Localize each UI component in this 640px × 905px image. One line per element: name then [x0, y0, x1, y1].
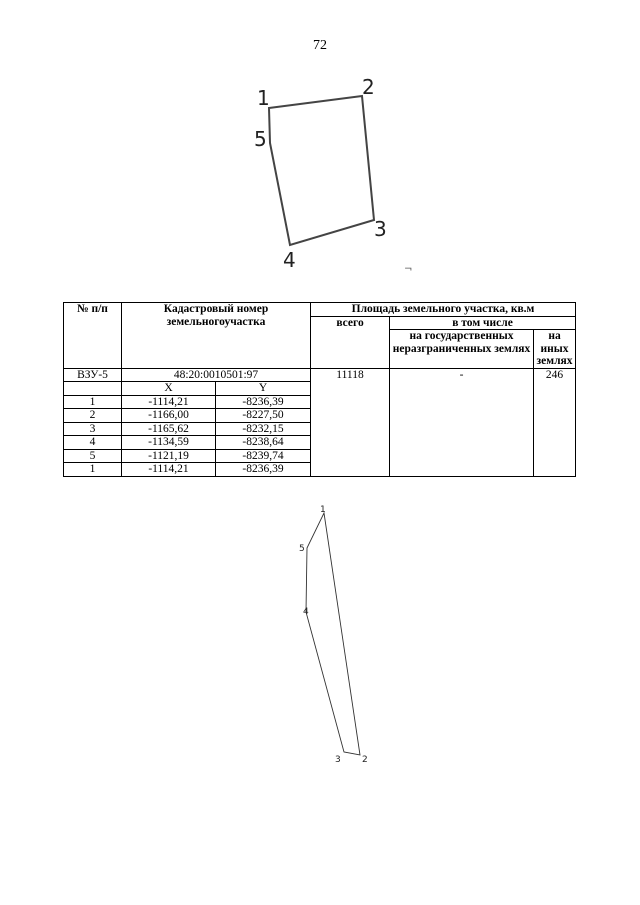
header-cadastral: Кадастровый номер земельногоучастка — [122, 303, 311, 369]
header-area: Площадь земельного участка, кв.м — [311, 303, 576, 317]
point-y: -8232,15 — [216, 422, 311, 436]
point-x: -1121,19 — [122, 449, 216, 463]
page-number: 72 — [313, 38, 327, 53]
bottom-label-3: 3 — [335, 755, 341, 765]
col-y-header: Y — [216, 382, 311, 396]
header-total: всего — [311, 316, 390, 368]
point-y: -8227,50 — [216, 409, 311, 423]
point-number: 1 — [64, 463, 122, 477]
top-parcel-plot — [0, 0, 640, 300]
point-x: -1114,21 — [122, 395, 216, 409]
point-x: -1166,00 — [122, 409, 216, 423]
cadastral-table — [63, 302, 576, 477]
point-y: -8236,39 — [216, 395, 311, 409]
bottom-label-4: 4 — [303, 607, 309, 617]
header-number: № п/п — [64, 303, 122, 369]
top-label-3: 3 — [374, 217, 387, 241]
point-number: 3 — [64, 422, 122, 436]
bottom-label-1: 1 — [320, 505, 326, 515]
point-number: 5 — [64, 449, 122, 463]
header-state-lands: на государственных неразграниченных землях — [390, 330, 534, 369]
header-other-lands: на иных землях — [534, 330, 576, 369]
point-y: -8238,64 — [216, 436, 311, 450]
top-label-1: 1 — [257, 86, 270, 110]
table-row — [64, 382, 576, 396]
area-other: 246 — [534, 368, 576, 382]
corner-mark: ¬ — [404, 264, 413, 275]
header-including: в том числе — [390, 316, 576, 330]
cadastral-number: 48:20:0010501:97 — [122, 368, 311, 382]
bottom-label-2: 2 — [362, 755, 368, 765]
point-y: -8236,39 — [216, 463, 311, 477]
top-label-2: 2 — [362, 75, 375, 99]
top-parcel-outline — [269, 96, 374, 245]
point-number: 2 — [64, 409, 122, 423]
point-x: -1134,59 — [122, 436, 216, 450]
area-total: 11118 — [311, 368, 390, 382]
point-number: 1 — [64, 395, 122, 409]
point-x: -1165,62 — [122, 422, 216, 436]
row-id: ВЗУ-5 — [64, 368, 122, 382]
point-number: 4 — [64, 436, 122, 450]
area-state: - — [390, 368, 534, 382]
table-row — [64, 368, 576, 382]
point-x: -1114,21 — [122, 463, 216, 477]
bottom-parcel-outline — [306, 513, 360, 755]
point-y: -8239,74 — [216, 449, 311, 463]
col-x-header: X — [122, 382, 216, 396]
top-label-5: 5 — [254, 127, 267, 151]
bottom-label-5: 5 — [299, 544, 305, 554]
top-label-4: 4 — [283, 248, 296, 272]
